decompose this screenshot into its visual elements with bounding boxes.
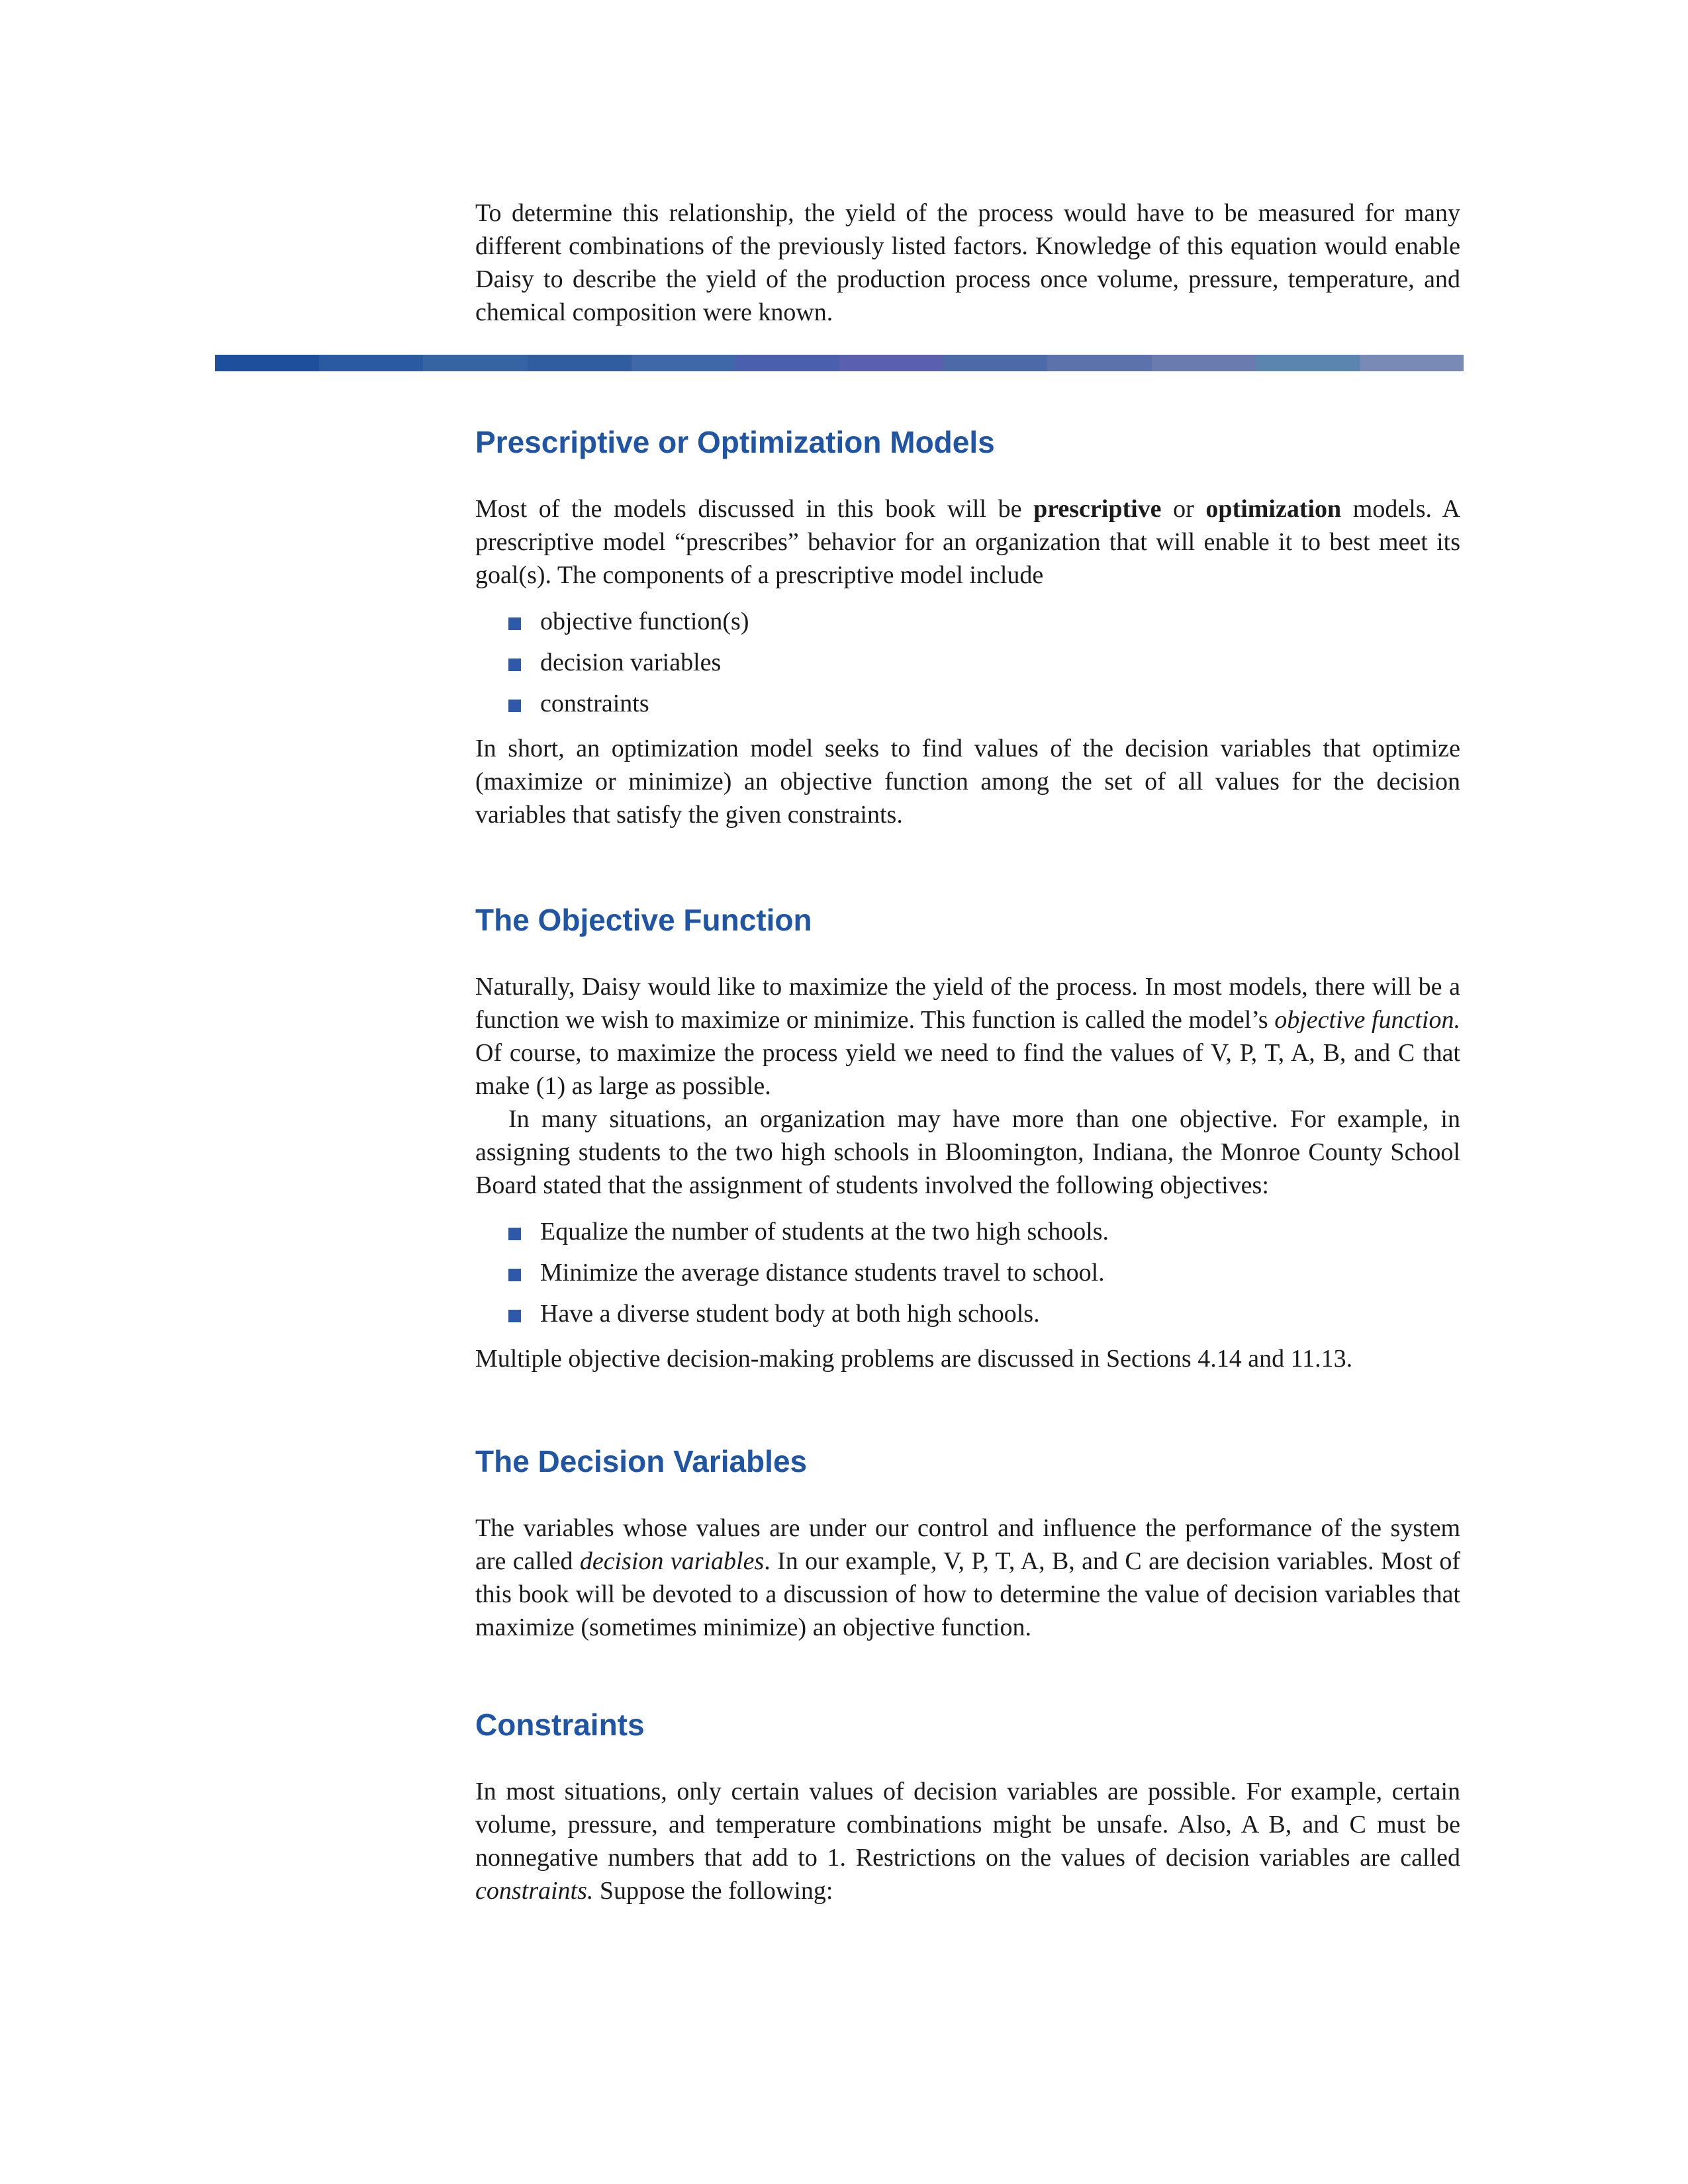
rule-segment bbox=[528, 355, 632, 371]
rule-segment bbox=[943, 355, 1047, 371]
rule-segment bbox=[1047, 355, 1151, 371]
objective-block bbox=[475, 970, 1460, 1375]
intro-paragraph: To determine this relationship, the yield of the process would have to be measured for many different combinations of the previously listed factors. Knowledge of this equation would enable Daisy to describe the yield of the production process once volume, pressure, temperature, and chemical composition were known. bbox=[475, 199, 1460, 326]
rule-segment bbox=[1360, 355, 1464, 371]
list-item: Have a diverse student body at both high schools. bbox=[475, 1293, 1460, 1334]
prescriptive-block bbox=[475, 492, 1460, 831]
section-title-decision-variables: The Decision Variables bbox=[475, 1444, 808, 1479]
constraints-paragraph-1: In most situations, only certain values of decision variables are possible. For example, certain volume, pressure, and temperature combinations might be unsafe. Also, A B, and C must be nonnegative numbers that add to 1. Restrictions on the values of decision variables are called constraints. Suppose the following: bbox=[475, 1778, 1460, 1905]
section-title-constraints: Constraints bbox=[475, 1707, 645, 1742]
intro-block bbox=[475, 197, 1460, 329]
rule-segment bbox=[215, 355, 319, 371]
list-item: Minimize the average distance students travel to school. bbox=[475, 1252, 1460, 1293]
term-constraints: constraints. bbox=[475, 1877, 594, 1905]
rule-segment bbox=[423, 355, 527, 371]
rule-segment bbox=[735, 355, 839, 371]
objective-paragraph-3: Multiple objective decision-making problems are discussed in Sections 4.14 and 11.13. bbox=[475, 1345, 1353, 1373]
rule-segment bbox=[319, 355, 423, 371]
decision-paragraph-1: The variables whose values are under our control and influence the performance of the system are called decision variables. In our example, V, P, T, A, B, and C are decision variables. Most of this book will be devoted to a discussion of how to determine the value of decision variables that maximize (sometimes minimize) an objective function. bbox=[475, 1514, 1460, 1641]
list-item: constraints bbox=[475, 683, 1460, 724]
list-item: decision variables bbox=[475, 642, 1460, 683]
square-bullet-icon bbox=[508, 1310, 521, 1322]
objectives-list bbox=[475, 1211, 1460, 1334]
square-bullet-icon bbox=[508, 617, 521, 630]
rule-segment bbox=[839, 355, 943, 371]
square-bullet-icon bbox=[508, 1228, 521, 1240]
prescriptive-paragraph-2: In short, an optimization model seeks to find values of the decision variables that optimize (maximize or minimize) an objective function among the set of all values for the decision variables that satisfy the given constraints. bbox=[475, 735, 1460, 829]
section-divider-rule bbox=[215, 355, 1464, 371]
rule-segment bbox=[1256, 355, 1360, 371]
rule-segment bbox=[632, 355, 735, 371]
objective-paragraph-2: In many situations, an organization may have more than one objective. For example, in assigning students to the two high schools in Bloomington, Indiana, the Monroe County School Board stated that the assignment of students involved the following objectives: bbox=[475, 1105, 1460, 1199]
section-title-objective: The Objective Function bbox=[475, 903, 812, 937]
section-title-prescriptive: Prescriptive or Optimization Models bbox=[475, 425, 995, 459]
square-bullet-icon bbox=[508, 700, 521, 712]
keyword-optimization: optimization bbox=[1205, 495, 1342, 523]
components-list bbox=[475, 601, 1460, 724]
list-item: Equalize the number of students at the two high schools. bbox=[475, 1211, 1460, 1252]
keyword-prescriptive: prescriptive bbox=[1033, 495, 1162, 523]
constraints-block bbox=[475, 1775, 1460, 1907]
decision-block bbox=[475, 1512, 1460, 1644]
square-bullet-icon bbox=[508, 659, 521, 671]
square-bullet-icon bbox=[508, 1269, 521, 1281]
term-objective-function: objective function. bbox=[1274, 1006, 1460, 1034]
rule-segment bbox=[1152, 355, 1256, 371]
prescriptive-paragraph-1: Most of the models discussed in this book will be prescriptive or optimization models. A prescriptive model “prescribes” behavior for an organization that will enable it to best meet its goal(s). The components of a prescriptive model include bbox=[475, 495, 1460, 589]
term-decision-variables: decision variables bbox=[579, 1547, 765, 1575]
objective-paragraph-1: Naturally, Daisy would like to maximize the yield of the process. In most models, there will be a function we wish to maximize or minimize. This function is called the model’s objective function. Of course, to maximize the process yield we need to find the values of V, P, T, A, B, and C that make (1) as large as possible. bbox=[475, 973, 1460, 1100]
list-item: objective function(s) bbox=[475, 601, 1460, 642]
